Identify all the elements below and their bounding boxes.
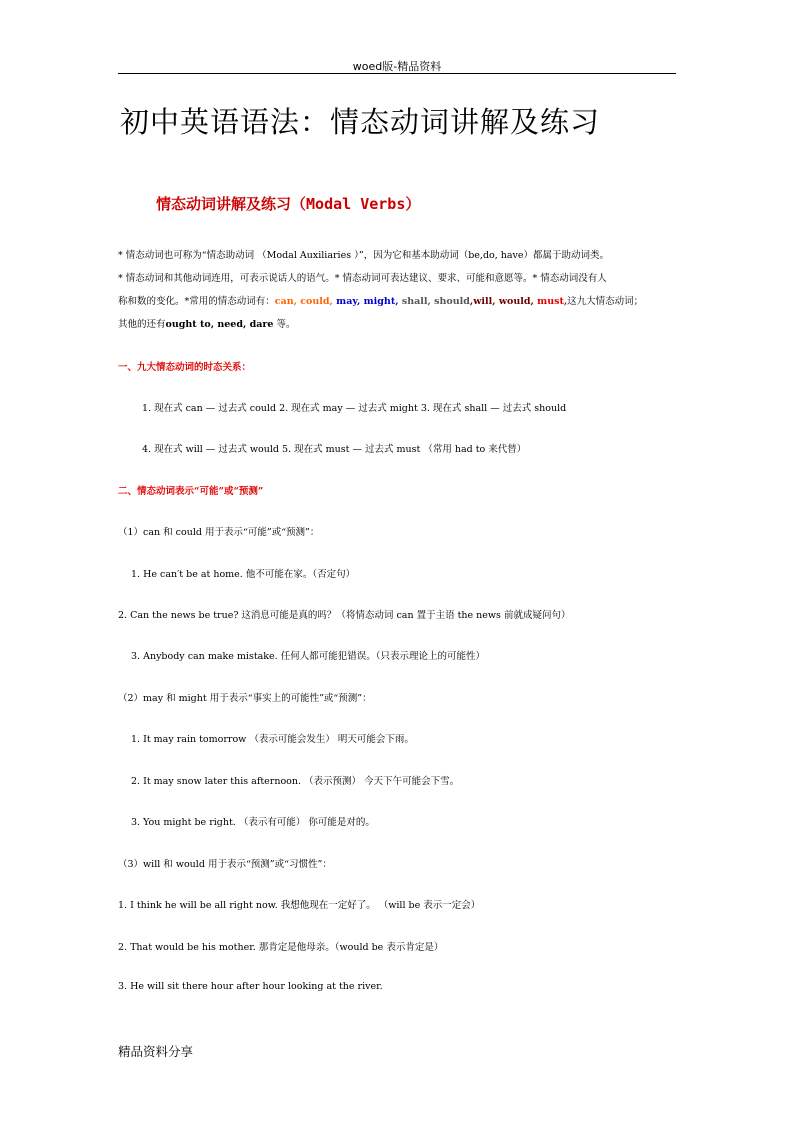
page-footer: 精品资料分享 <box>118 1044 194 1059</box>
example-3-1: 1. I think he will be all right now. 我想他现在一定好了。 （will be 表示一定会） <box>118 900 481 911</box>
subtitle-cn: 情态动词讲解及练习（ <box>156 195 307 213</box>
intro-line-4-prefix: 其他的还有 <box>118 319 166 330</box>
modal-will: will <box>473 296 493 307</box>
modal-can: can <box>274 296 294 307</box>
section-1-number: 一、 <box>118 362 138 373</box>
section-2-title: 情态动词表示“可能”或“预测” <box>137 486 264 497</box>
intro-line-3: 称和数的变化。*常用的情态动词有：can, could, may, might, shall, should,will, would, must,这九大情态动词； <box>118 296 644 307</box>
example-2-3: 3. You might be right. （表示有可能） 你可能是对的。 <box>131 817 375 828</box>
example-2-1: 1. It may rain tomorrow （表示可能会发生） 明天可能会下雨。 <box>131 734 414 745</box>
section-1-title: 九大情态动词的时态关系： <box>137 362 252 373</box>
modal-shall: shall <box>401 296 428 307</box>
example-1-2: 2. Can the news be true? 这消息可能是真的吗？（将情态动词 can 置于主语 the news 前就成疑问句） <box>118 610 571 621</box>
section-heading <box>156 193 420 214</box>
example-3-2: 2. That would be his mother. 那肯定是他母亲。（would be 表示肯定是） <box>118 942 444 953</box>
page-header: woed版-精品资料 <box>352 60 442 73</box>
intro-line-3-prefix: 称和数的变化。*常用的情态动词有： <box>118 296 275 307</box>
subsection-2: （2）may 和 might 用于表示“事实上的可能性”或“预测”： <box>118 693 372 704</box>
intro-line-4 <box>118 316 296 330</box>
modal-must: must <box>537 296 564 307</box>
modal-might: might <box>363 296 396 307</box>
example-1-3: 3. Anybody can make mistake. 任何人都可能犯错误。（只表示理论上的可能性） <box>131 651 485 662</box>
subtitle-close: ） <box>405 195 421 213</box>
example-3-3: 3. He will sit there hour after hour looking at the river. <box>118 981 383 992</box>
example-2-2: 2. It may snow later this afternoon. （表示预测） 今天下午可能会下雪。 <box>131 776 460 787</box>
intro-line-3-suffix: 这九大情态动词； <box>567 296 644 307</box>
example-1-1: 1. He can′t be at home. 他不可能在家。（否定句） <box>131 569 356 580</box>
modal-should: should <box>434 296 470 307</box>
subtitle-en: Modal Verbs <box>306 195 406 213</box>
section-2-number: 二、 <box>118 486 138 497</box>
intro-line-4-suffix: 等。 <box>276 319 296 330</box>
tense-row-1: 1. 现在式 can — 过去式 could 2. 现在式 may — 过去式 might 3. 现在式 shall — 过去式 should <box>142 403 567 414</box>
other-modals: ought to, need, dare <box>165 319 274 330</box>
modal-could: could <box>300 296 330 307</box>
tense-row-2: 4. 现在式 will — 过去式 would 5. 现在式 must — 过去式 must （常用 had to 来代替） <box>142 444 527 455</box>
document-title: 初中英语语法：情态动词讲解及练习 <box>120 105 601 139</box>
header-divider <box>118 73 676 74</box>
subsection-1: （1）can 和 could 用于表示“可能”或“预测”： <box>118 527 320 538</box>
intro-line-1: * 情态动词也可称为“情态助动词 （Modal Auxiliaries ）”，因为它和基本助动词（be,do, have）都属于助动词类。 <box>118 250 610 261</box>
subsection-3: （3）will 和 would 用于表示“预测”或“习惯性”： <box>118 859 332 870</box>
section-2-heading <box>118 483 263 497</box>
intro-line-2: * 情态动词和其他动词连用，可表示说话人的语气。* 情态动词可表达建议、要求、可能和意愿等。* 情态动词没有人 <box>118 273 607 284</box>
modal-may: may <box>336 296 357 307</box>
section-1-heading <box>118 359 251 373</box>
modal-would: would <box>498 296 531 307</box>
